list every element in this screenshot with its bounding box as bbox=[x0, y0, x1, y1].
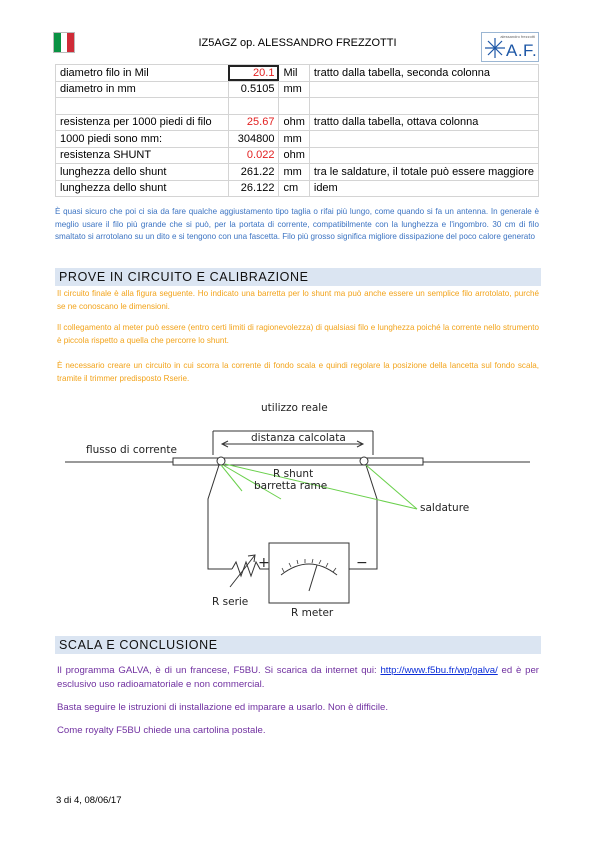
label-minus: − bbox=[356, 555, 368, 571]
sheet-cell-value: 261.22 bbox=[228, 164, 279, 181]
sheet-row bbox=[56, 180, 539, 197]
sheet-cell-value: 20.1 bbox=[228, 65, 279, 82]
intro-paragraph: È quasi sicuro che poi ci sia da fare qualche aggiustamento tipo taglia o rifai più lungo, come quando si fa un antenna. In generale è meglio usare il filo più grande che si può, per la portata di corrente, compatibilmente con la lunghezza e l'ingombro. 30 cm di filo smaltato si arrotolano su un dito e si tengono con una fascetta. Filo più grosso significa migliore dissipazione del poco calore generato bbox=[55, 207, 539, 242]
sheet-cell-unit: ohm bbox=[279, 114, 309, 131]
sheet-cell-value: 25.67 bbox=[228, 114, 279, 131]
sheet-cell-value: 304800 bbox=[228, 131, 279, 148]
sheet-cell-note: idem bbox=[309, 180, 538, 197]
label-saldature: saldature bbox=[420, 502, 470, 514]
wire-left bbox=[208, 465, 232, 569]
sheet-cell-note: tra le saldature, il totale può essere maggiore bbox=[309, 164, 538, 181]
sheet-cell-value: 26.122 bbox=[228, 180, 279, 197]
label-distanza: distanza calcolata bbox=[251, 432, 346, 444]
calibration-paragraph-2: Il collegamento al meter può essere (entro certi limiti di ragionevolezza) di qualsiasi filo e lunghezza poiché la corrente nello strumento è piccola rispetto a quella che percorre lo shunt. bbox=[57, 323, 539, 345]
f5bu-link[interactable]: http://www.f5bu.fr/wp/galva/ bbox=[380, 665, 498, 676]
section-heading-scala: SCALA E CONCLUSIONE bbox=[55, 636, 541, 654]
galva-text-b: ed è per esclusivo uso radioamatoriale e non commercial. bbox=[57, 665, 539, 690]
sheet-row bbox=[56, 164, 539, 181]
sheet-cell-value: 0.022 bbox=[228, 147, 279, 164]
sheet-cell-note bbox=[309, 81, 538, 98]
sheet-cell-note bbox=[309, 98, 538, 115]
solder-point-right bbox=[360, 457, 368, 465]
label-rshunt: R shunt bbox=[273, 468, 314, 480]
sheet-cell-note bbox=[309, 131, 538, 148]
label-rserie: R serie bbox=[212, 596, 249, 608]
sheet-row bbox=[56, 131, 539, 148]
galva-text-a: Il programma GALVA, è di un francese, F5BU. Si scarica da internet qui: bbox=[57, 665, 381, 676]
logo-text: A.F. bbox=[506, 41, 538, 60]
label-utilizzo: utilizzo reale bbox=[261, 402, 328, 414]
calibration-paragraph-1: Il circuito finale è alla figura seguente. Ho indicato una barretta per lo shunt ma può anche essere un semplice filo arrotolato, purché se ne conoscano le dimensioni. bbox=[57, 289, 539, 311]
wire-right bbox=[349, 465, 377, 569]
sheet-cell-unit bbox=[279, 98, 309, 115]
calibration-paragraph-3: È necessario creare un circuito in cui scorra la corrente di fondo scala e quindi regolare la posizione della lancetta sul fondo scala, tramite il trimmer predisposto Rserie. bbox=[57, 361, 539, 383]
sheet-cell-unit: mm bbox=[279, 81, 309, 98]
section-heading-prove: PROVE IN CIRCUITO E CALIBRAZIONE bbox=[55, 268, 541, 286]
copper-bar bbox=[173, 458, 423, 465]
page-footer: 3 di 4, 08/06/17 bbox=[56, 795, 122, 806]
sheet-row bbox=[56, 114, 539, 131]
solder-point-left bbox=[217, 457, 225, 465]
sheet-cell-label: 1000 piedi sono mm: bbox=[56, 131, 229, 148]
sheet-cell-unit: ohm bbox=[279, 147, 309, 164]
sheet-cell-label bbox=[56, 98, 229, 115]
leader-saldature-right bbox=[366, 465, 417, 509]
label-plus: + bbox=[258, 555, 270, 571]
sheet-cell-value bbox=[228, 98, 279, 115]
leader-barretta bbox=[221, 465, 242, 491]
header-title: IZ5AGZ op. ALESSANDRO FREZZOTTI bbox=[198, 37, 397, 49]
star-burst-icon bbox=[484, 37, 506, 59]
spreadsheet-snapshot bbox=[55, 64, 539, 197]
install-paragraph: Basta seguire le istruzioni di installazione ed imparare a usarlo. Non è difficile. bbox=[57, 702, 388, 713]
shunt-circuit-diagram bbox=[55, 395, 541, 630]
sheet-row bbox=[56, 98, 539, 115]
logo-small-text: alessandro frezzotti bbox=[500, 34, 535, 39]
royalty-paragraph: Come royalty F5BU chiede una cartolina postale. bbox=[57, 725, 266, 736]
label-flusso: flusso di corrente bbox=[86, 444, 177, 456]
sheet-cell-label: diametro filo in Mil bbox=[56, 65, 229, 82]
trimmer-arrow bbox=[230, 555, 255, 587]
sheet-cell-unit: Mil bbox=[279, 65, 309, 82]
meter-box bbox=[269, 543, 349, 603]
sheet-cell-unit: mm bbox=[279, 131, 309, 148]
sheet-cell-unit: mm bbox=[279, 164, 309, 181]
spreadsheet-table bbox=[55, 64, 539, 197]
sheet-row bbox=[56, 65, 539, 82]
sheet-cell-value: 0.5105 bbox=[228, 81, 279, 98]
label-rmeter: R meter bbox=[291, 607, 334, 619]
sheet-cell-note: tratto dalla tabella, ottava colonna bbox=[309, 114, 538, 131]
sheet-cell-label: lunghezza dello shunt bbox=[56, 164, 229, 181]
sheet-row bbox=[56, 81, 539, 98]
sheet-cell-note: tratto dalla tabella, seconda colonna bbox=[309, 65, 538, 82]
sheet-row bbox=[56, 147, 539, 164]
sheet-cell-label: resistenza SHUNT bbox=[56, 147, 229, 164]
sheet-cell-label: lunghezza dello shunt bbox=[56, 180, 229, 197]
label-barretta: barretta rame bbox=[254, 480, 328, 492]
galva-paragraph bbox=[57, 664, 539, 692]
sheet-cell-label: resistenza per 1000 piedi di filo bbox=[56, 114, 229, 131]
sheet-cell-note bbox=[309, 147, 538, 164]
sheet-cell-unit: cm bbox=[279, 180, 309, 197]
af-logo bbox=[481, 32, 539, 62]
sheet-cell-label: diametro in mm bbox=[56, 81, 229, 98]
